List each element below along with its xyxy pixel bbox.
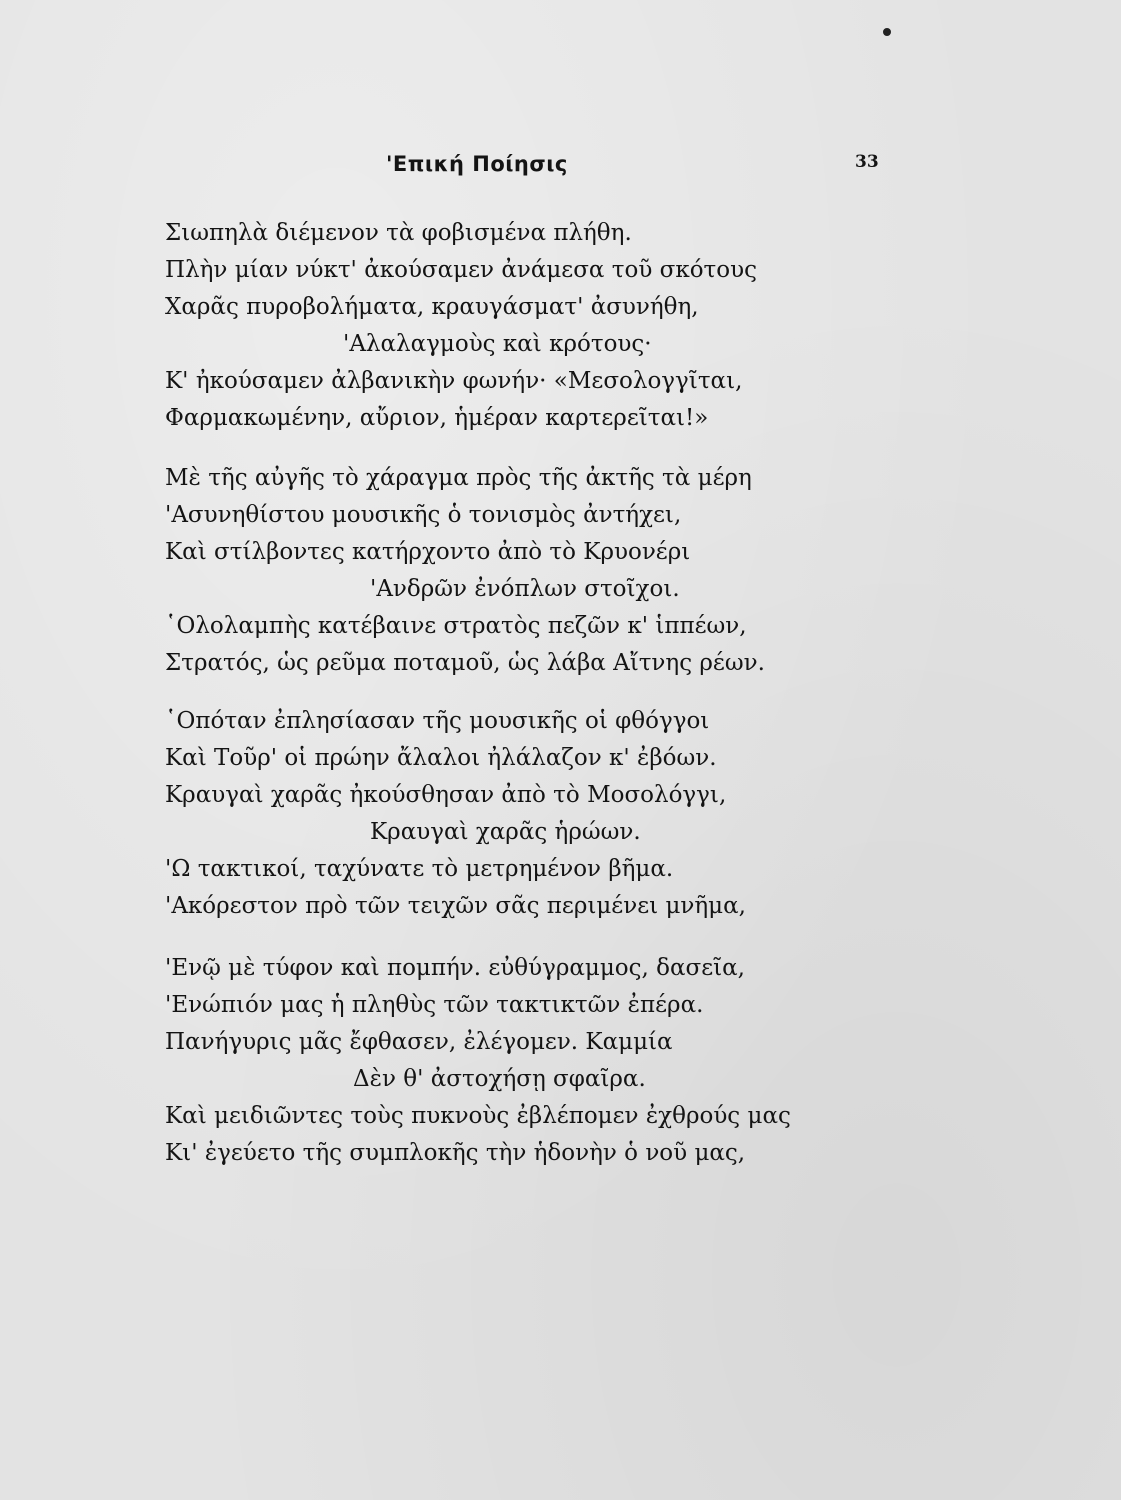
verse-line: Σιωπηλὰ διέμενον τὰ φοβισμένα πλήθη. — [165, 220, 632, 246]
verse-line: ῾Οπόταν ἐπλησίασαν τῆς μουσικῆς οἱ φθόγγοι — [165, 708, 710, 734]
verse-line: 'Ενῷ μὲ τύφον καὶ πομπήν. εὐθύγραμμος, δασεῖα, — [165, 955, 745, 981]
verse-line: 'Ασυνηθίστου μουσικῆς ὁ τονισμὸς ἀντήχει, — [165, 502, 682, 528]
ink-speck — [883, 28, 891, 36]
verse-line: Φαρμακωμένην, αὔριον, ἡμέραν καρτερεῖται!» — [165, 405, 709, 431]
verse-line-indented: Κραυγαὶ χαρᾶς ἡρώων. — [370, 819, 641, 845]
verse-line: Μὲ τῆς αὐγῆς τὸ χάραγμα πρὸς τῆς ἀκτῆς τὰ μέρη — [165, 465, 752, 491]
verse-line-indented: 'Ανδρῶν ἐνόπλων στοῖχοι. — [370, 576, 680, 602]
verse-line: Καὶ Τοῦρ' οἱ πρώην ἄλαλοι ἠλάλαζον κ' ἐβόων. — [165, 745, 717, 771]
verse-line: Κ' ἠκούσαμεν ἀλβανικὴν φωνήν· «Μεσολογγῖται, — [165, 368, 743, 394]
verse-line-indented: 'Αλαλαγμοὺς καὶ κρότους· — [343, 331, 652, 357]
page-number: 33 — [855, 152, 879, 172]
verse-line: Πανήγυρις μᾶς ἔφθασεν, ἐλέγομεν. Καμμία — [165, 1029, 673, 1055]
running-header-title: 'Επική Ποίησις — [386, 152, 568, 176]
stanza-4 — [165, 950, 865, 1172]
verse-line: Καὶ μειδιῶντες τοὺς πυκνοὺς ἐβλέπομεν ἐχθρούς μας — [165, 1103, 791, 1129]
verse-line: Καὶ στίλβοντες κατήρχοντο ἀπὸ τὸ Κρυονέρι — [165, 539, 691, 565]
verse-line: 'Ακόρεστον πρὸ τῶν τειχῶν σᾶς περιμένει μνῆμα, — [165, 893, 746, 919]
verse-line: Στρατός, ὡς ρεῦμα ποταμοῦ, ὡς λάβα Αἴτνης ρέων. — [165, 650, 765, 676]
stanza-1 — [165, 215, 865, 437]
verse-line: Χαρᾶς πυροβολήματα, κραυγάσματ' ἀσυνήθη, — [165, 294, 699, 320]
verse-line: 'Ω τακτικοί, ταχύνατε τὸ μετρημένον βῆμα. — [165, 856, 674, 882]
verse-line: Κι' ἐγεύετο τῆς συμπλοκῆς τὴν ἡδονὴν ὁ νοῦ μας, — [165, 1140, 746, 1166]
verse-line: Πλὴν μίαν νύκτ' ἀκούσαμεν ἀνάμεσα τοῦ σκότους — [165, 257, 757, 283]
stanza-2 — [165, 460, 865, 682]
verse-line: ῾Ολολαμπὴς κατέβαινε στρατὸς πεζῶν κ' ἱππέων, — [165, 613, 747, 639]
verse-line: 'Ενώπιόν μας ἡ πληθὺς τῶν τακτικτῶν ἐπέρα. — [165, 992, 704, 1018]
verse-line-indented: Δὲν θ' ἀστοχήσῃ σφαῖρα. — [353, 1066, 646, 1092]
stanza-3 — [165, 703, 865, 925]
verse-line: Κραυγαὶ χαρᾶς ἠκούσθησαν ἀπὸ τὸ Μοσολόγγι, — [165, 782, 727, 808]
